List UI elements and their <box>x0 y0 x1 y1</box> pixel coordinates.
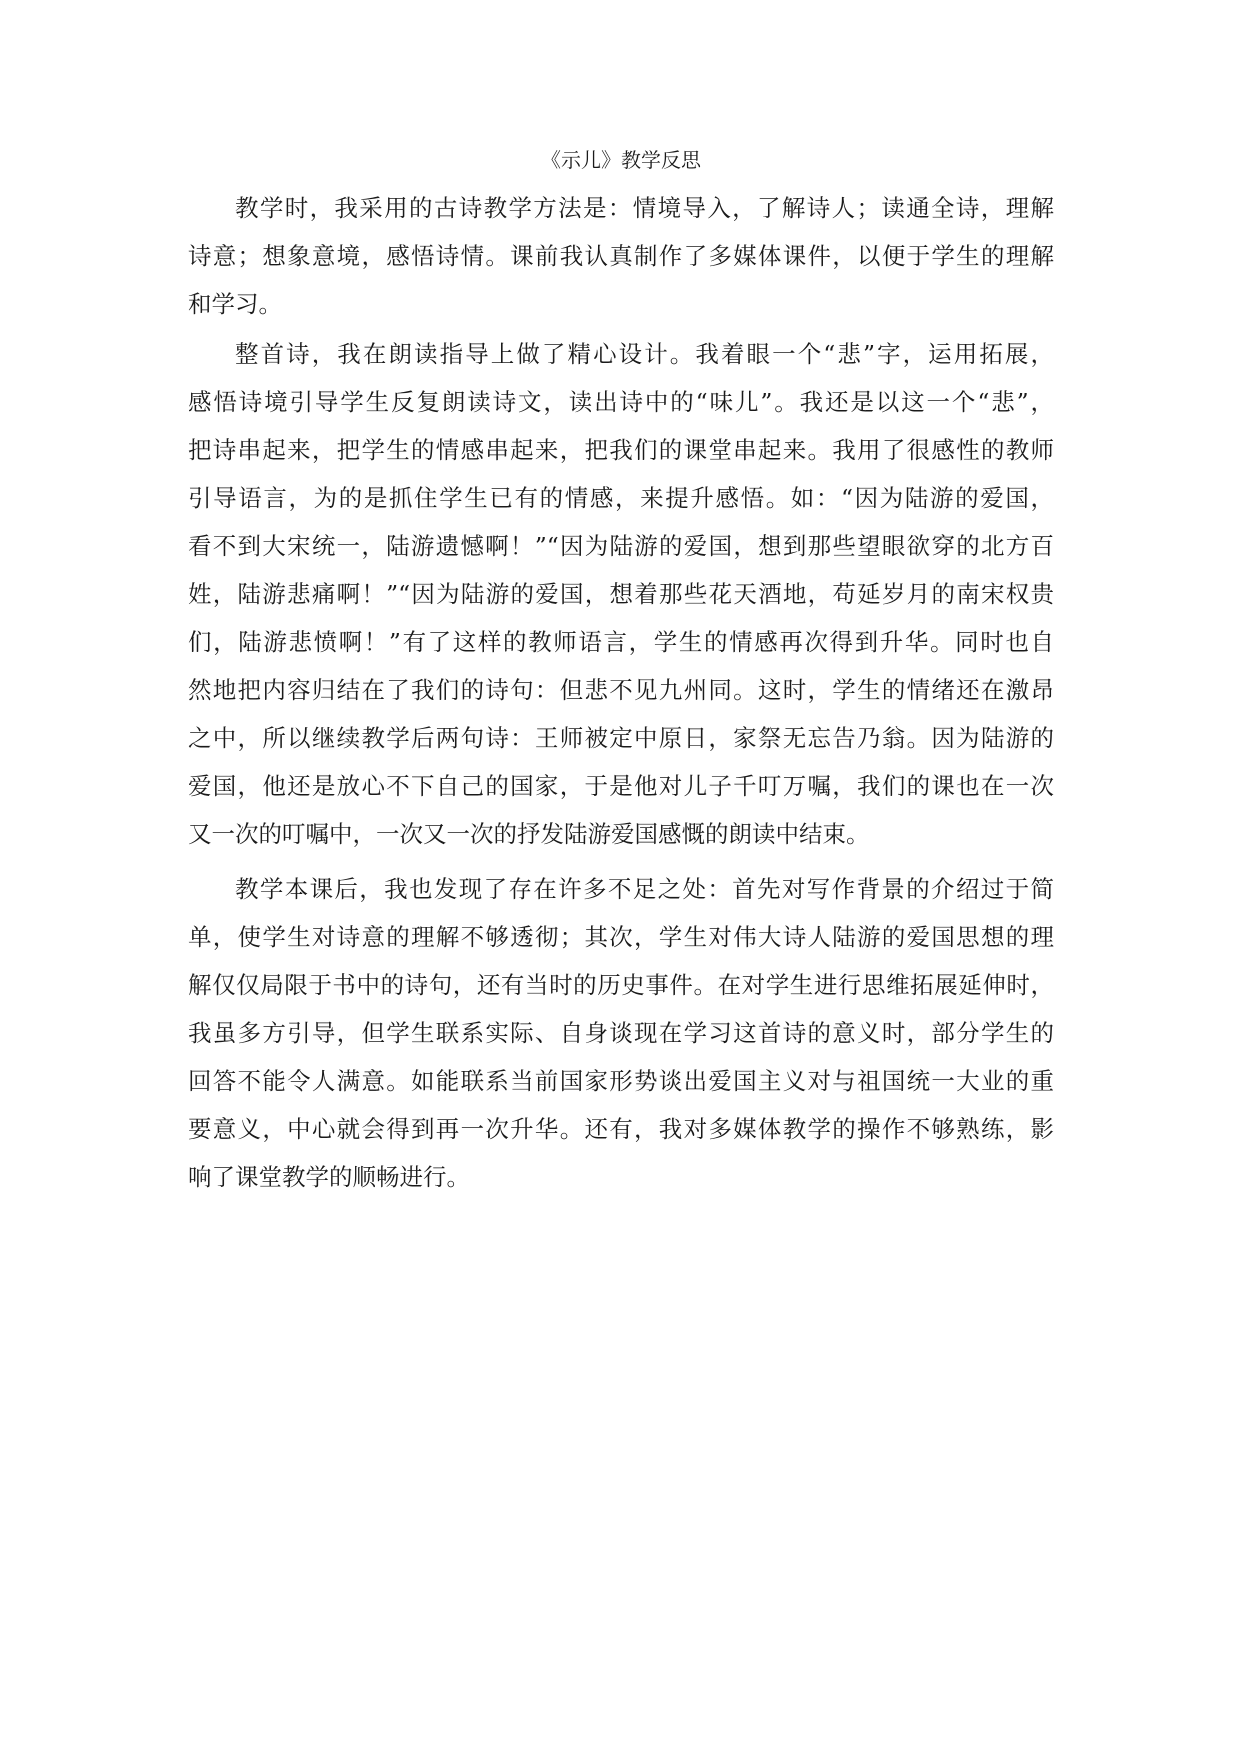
paragraph-line: 诗意；想象意境，感悟诗情。课前我认真制作了多媒体课件，以便于学生的理解 <box>188 242 1054 270</box>
paragraph-shortcomings <box>188 865 1054 1201</box>
paragraph-line: 和学习。 <box>188 290 282 318</box>
paragraph-line: 看不到大宋统一，陆游遗憾啊！”“因为陆游的爱国，想到那些望眼欲穿的北方百 <box>188 532 1054 560</box>
paragraph-line: 整首诗，我在朗读指导上做了精心设计。我着眼一个“悲”字，运用拓展， <box>235 340 1054 368</box>
paragraph-line: 爱国，他还是放心不下自己的国家，于是他对儿子千叮万嘱，我们的课也在一次 <box>188 772 1054 800</box>
paragraph-reading-guidance <box>188 330 1054 858</box>
paragraph-line: 感悟诗境引导学生反复朗读诗文，读出诗中的“味儿”。我还是以这一个“悲”， <box>188 388 1054 416</box>
paragraph-line: 我虽多方引导，但学生联系实际、自身谈现在学习这首诗的意义时，部分学生的 <box>188 1019 1054 1047</box>
paragraph-line: 解仅仅局限于书中的诗句，还有当时的历史事件。在对学生进行思维拓展延伸时， <box>188 971 1054 999</box>
paragraph-line: 响了课堂教学的顺畅进行。 <box>188 1163 470 1191</box>
paragraph-line: 教学本课后，我也发现了存在许多不足之处：首先对写作背景的介绍过于简 <box>235 875 1054 903</box>
paragraph-teaching-method <box>188 184 1054 328</box>
paragraph-line: 要意义，中心就会得到再一次升华。还有，我对多媒体教学的操作不够熟练，影 <box>188 1115 1054 1143</box>
paragraph-line: 把诗串起来，把学生的情感串起来，把我们的课堂串起来。我用了很感性的教师 <box>188 436 1054 464</box>
paragraph-line: 姓，陆游悲痛啊！”“因为陆游的爱国，想着那些花天酒地，苟延岁月的南宋权贵 <box>188 580 1054 608</box>
paragraph-line: 然地把内容归结在了我们的诗句：但悲不见九州同。这时，学生的情绪还在激昂 <box>188 676 1054 704</box>
paragraph-line: 教学时，我采用的古诗教学方法是：情境导入，了解诗人；读通全诗，理解 <box>235 194 1054 222</box>
paragraph-line: 们，陆游悲愤啊！”有了这样的教师语言，学生的情感再次得到升华。同时也自 <box>188 628 1054 656</box>
paragraph-line: 回答不能令人满意。如能联系当前国家形势谈出爱国主义对与祖国统一大业的重 <box>188 1067 1054 1095</box>
paragraph-line: 又一次的叮嘱中，一次又一次的抒发陆游爱国感慨的朗读中结束。 <box>188 820 870 848</box>
document-title: 《示儿》教学反思 <box>541 148 701 172</box>
paragraph-line: 引导语言，为的是抓住学生已有的情感，来提升感悟。如：“因为陆游的爱国， <box>188 484 1054 512</box>
paragraph-line: 单，使学生对诗意的理解不够透彻；其次，学生对伟大诗人陆游的爱国思想的理 <box>188 923 1054 951</box>
paragraph-line: 之中，所以继续教学后两句诗：王师被定中原日，家祭无忘告乃翁。因为陆游的 <box>188 724 1054 752</box>
